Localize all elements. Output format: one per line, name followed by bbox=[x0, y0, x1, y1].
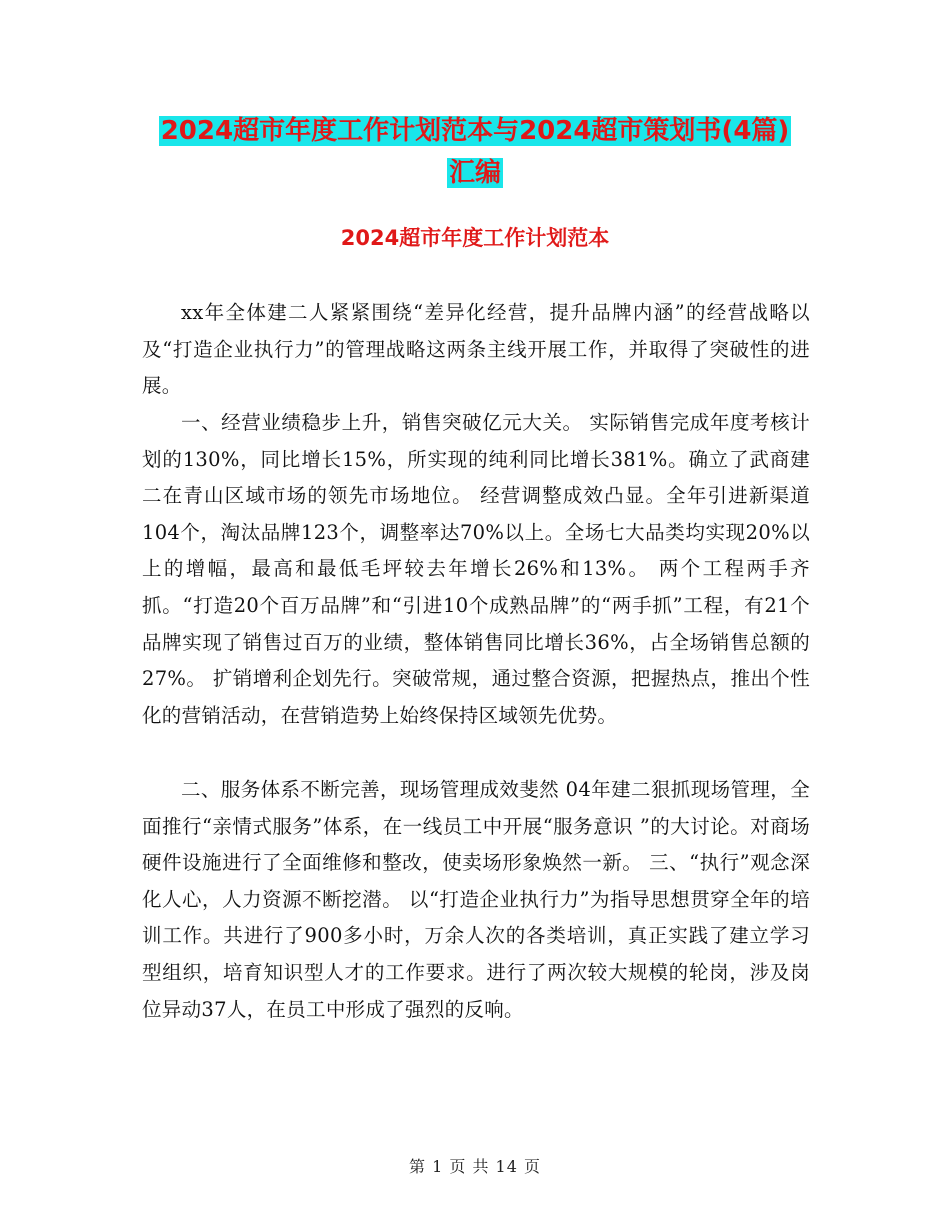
body-paragraph: 一、经营业绩稳步上升，销售突破亿元大关。 实际销售完成年度考核计划的130%，同比增长15%，所实现的纯利同比增长381%。确立了武商建二在青山区域市场的领先市场地位。 经营调整成效凸显。全年引进新渠道104个，淘汰品牌123个，调整率达70%以上。全场七大品类均实现20%以上的增幅，最高和最低毛坪较去年增长26%和13%。 两个工程两手齐抓。“打造20个百万品牌”和“引进10个成熟品牌”的“两手抓”工程，有21个品牌实现了销售过百万的业绩，整体销售同比增长36%，占全场销售总额的27%。 扩销增利企划先行。突破常规，通过整合资源，把握热点，推出个性化的营销活动，在营销造势上始终保持区域领先优势。 bbox=[142, 411, 810, 727]
section-title: 2024超市年度工作计划范本 bbox=[340, 226, 610, 250]
body-paragraph: 二、服务体系不断完善，现场管理成效斐然 04年建二狠抓现场管理，全面推行“亲情式服务”体系，在一线员工中开展“服务意识 ”的大讨论。对商场硬件设施进行了全面维修和整改，使卖场形象焕然一新。 三、“执行”观念深化人心，人力资源不断挖潜。 以“打造企业执行力”为指导思想贯穿全年的培训工作。共进行了900多小时，万余人次的各类培训，真正实践了建立学习型组织，培育知识型人才的工作要求。进行了两次较大规模的轮岗，涉及岗位异动37人，在员工中形成了强烈的反响。 bbox=[142, 778, 810, 1021]
document-title-text-2: 汇编 bbox=[448, 158, 501, 188]
document-title-line-2 bbox=[0, 155, 950, 191]
paragraph-block-3 bbox=[142, 772, 810, 1028]
body-paragraph: xx年全体建二人紧紧围绕“差异化经营，提升品牌内涵”的经营战略以及“打造企业执行力”的管理战略这两条主线开展工作，并取得了突破性的进展。 bbox=[142, 301, 810, 398]
paragraph-block-1 bbox=[142, 295, 810, 405]
document-title-text-1: 2024超市年度工作计划范本与2024超市策划书(4篇) bbox=[160, 116, 790, 146]
document-title-line-1 bbox=[0, 113, 950, 149]
paragraph-block-2 bbox=[142, 405, 810, 734]
page-footer: 第 1 页 共 14 页 bbox=[409, 1157, 541, 1176]
